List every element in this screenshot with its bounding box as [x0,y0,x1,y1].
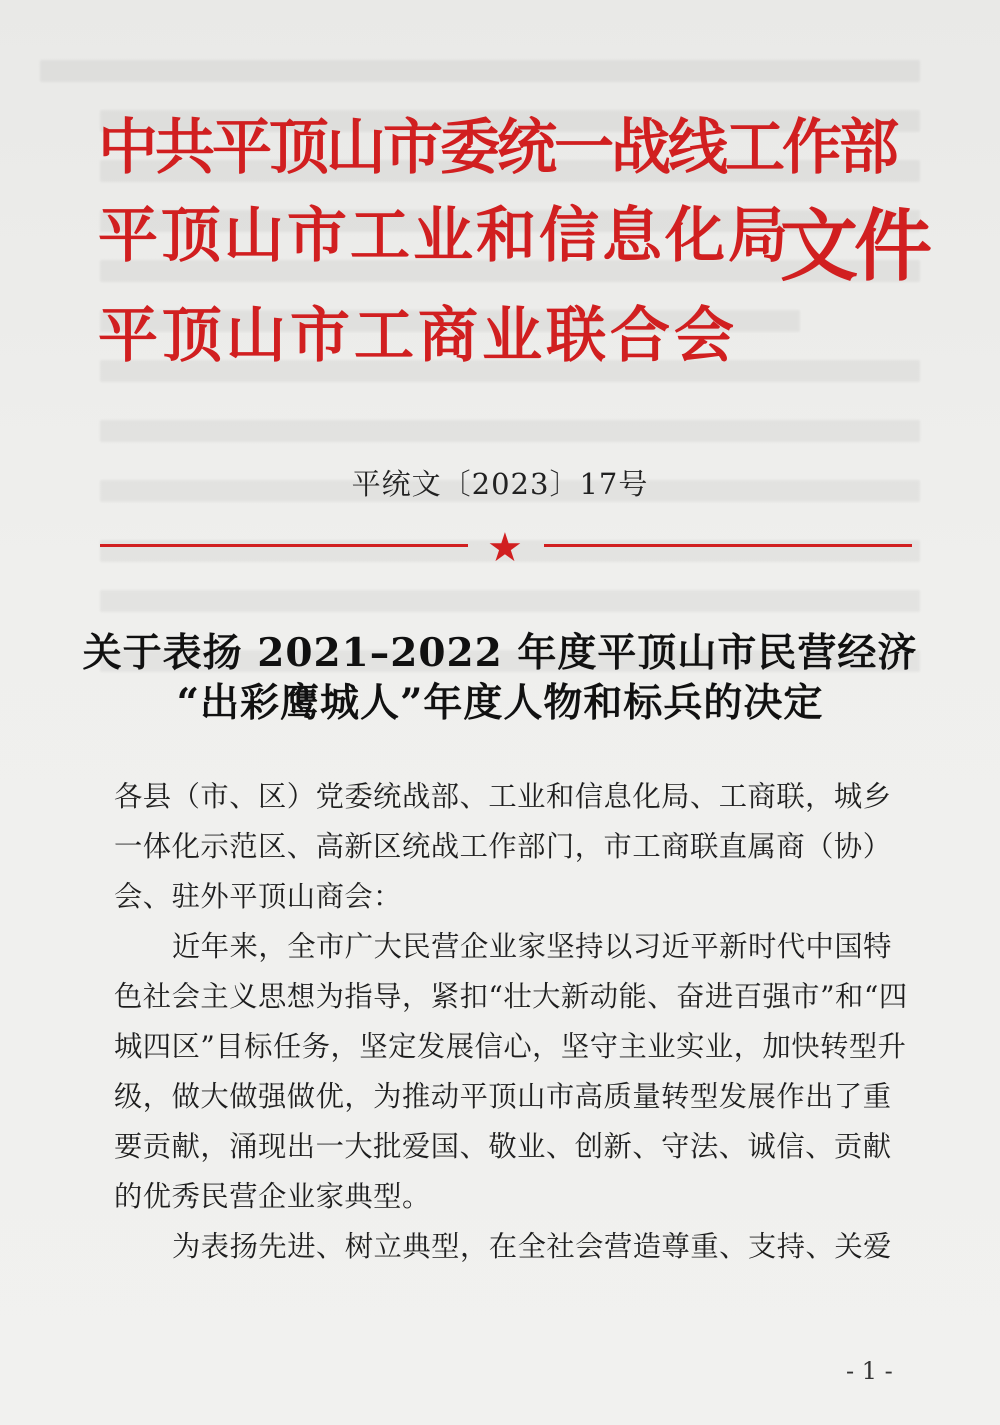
document-type-label: 文件 [780,202,929,292]
divider-rule-left [100,544,468,547]
body-paragraph-2: 为表扬先进、树立典型，在全社会营造尊重、支持、关爱 [172,1230,892,1263]
body-paragraph-1: 近年来，全市广大民营企业家坚持以习近平新时代中国特色社会主义思想为指导，紧扣“壮大新动能、奋进百强市”和“四城四区”目标任务，坚定发展信心，坚守主业实业，加快转型升级，做大做强做优，为推动平顶山市高质量转型发展作出了重要贡献，涌现出一大批爱国、敬业、创新、守法、诚信、贡献的优秀民营企业家典型。 [114,930,908,1213]
divider-rule-right [544,544,912,547]
issuing-authority-header [98,108,929,388]
red-divider [100,525,912,571]
issuer-industry-it-bureau: 平顶山市工业和信息化局 [98,201,791,271]
document-title-line-1: 关于表扬 2021–2022 年度平顶山市民营经济 [82,630,918,676]
issuer-united-front-department: 中共平顶山市委统一战线工作部 [98,113,896,183]
page-number: - 1 - [846,1357,893,1385]
star-icon: ★ [487,525,523,571]
document-body [114,772,914,1272]
document-number: 平统文〔2023〕17号 [351,467,649,501]
addressees-paragraph: 各县（市、区）党委统战部、工业和信息化局、工商联，城乡一体化示范区、高新区统战工作部门，市工商联直属商（协）会、驻外平顶山商会： [114,780,892,913]
document-title-line-2: “出彩鹰城人”年度人物和标兵的决定 [176,680,824,726]
issuer-federation-industry-commerce: 平顶山市工商业联合会 [98,301,738,371]
